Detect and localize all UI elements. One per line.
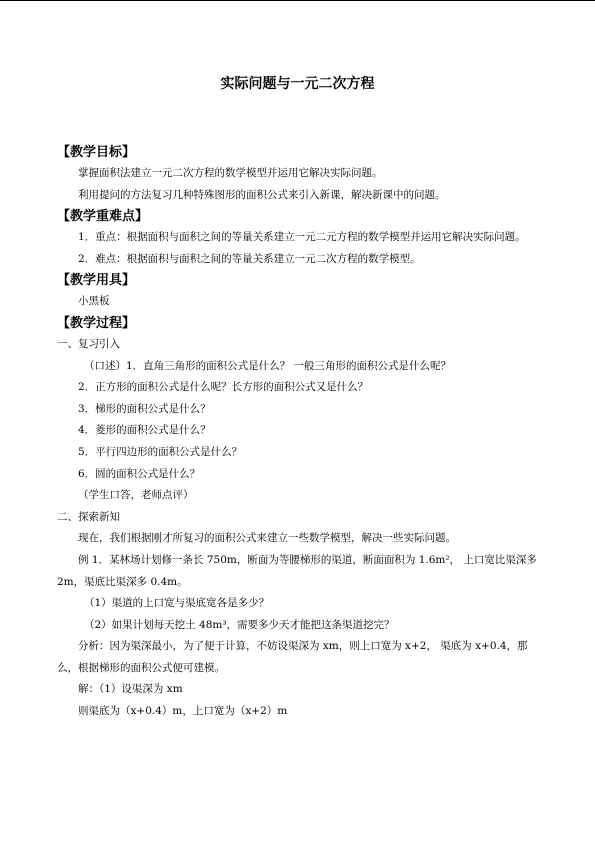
example-analysis: 分析：因为渠深最小，为了便于计算，不妨设渠深为 xm，则上口宽为 x+2， 渠底为 x+0.4，那么，根据梯形的面积公式便可建模。	[57, 640, 528, 674]
goal-line-1: 掌握面积法建立一元二次方程的数学模型并运用它解决实际问题。	[78, 167, 383, 179]
review-line-1: （口述）1．直角三角形的面积公式是什么？ 一般三角形的面积公式是什么呢？	[84, 359, 452, 372]
example-question-1: （1）渠道的上口宽与渠底宽各是多少？	[84, 597, 270, 610]
review-line-3: 3．梯形的面积公式是什么？	[78, 402, 211, 415]
review-line-2: 2．正方形的面积公式是什么呢？长方形的面积公式又是什么？	[78, 381, 369, 394]
section-heading-process: 【教学过程】	[57, 315, 136, 331]
solution-line-2: 则渠底为（x+0.4）m，上口宽为（x+2）m	[78, 705, 288, 718]
solution-line-1: 解：（1）设渠深为 xm	[78, 683, 183, 696]
document-body	[57, 142, 543, 723]
document-title: 实际问题与一元二次方程	[220, 76, 375, 92]
review-line-4: 4．菱形的面积公式是什么？	[78, 424, 211, 437]
section-heading-tools: 【教学用具】	[57, 273, 136, 289]
review-line-6: 6．圆的面积公式是什么？	[78, 467, 201, 480]
section-heading-goals: 【教学目标】	[57, 145, 136, 160]
example-question-2: （2）如果计划每天挖土 48m³，需要多少天才能把这条渠道挖完？	[84, 618, 395, 631]
goal-line-2: 利用提问的方法复习几种特殊图形的面积公式来引入新课，解决新课中的问题。	[78, 188, 446, 201]
process-part-1-heading: 一、复习引入	[57, 337, 120, 350]
example-1: 例 1．某林场计划修一条长 750m，断面为等腰梯形的渠道，断面面积为 1.6m²， 上口宽比渠深多 2m，渠底比渠深多 0.4m。	[57, 553, 537, 588]
section-heading-key-points: 【教学重难点】	[57, 209, 149, 225]
explore-intro: 现在，我们根据刚才所复习的面积公式来建立一些数学模型，解决一些实际问题。	[78, 532, 456, 545]
process-part-2-heading: 二、探索新知	[57, 510, 120, 523]
tools-item: 小黑板	[78, 295, 110, 308]
key-point-1: 1．重点：根据面积与面积之间的等量关系建立一元二元方程的数学模型并运用它解决实际问题。	[78, 231, 526, 244]
key-point-2: 2．难点：根据面积与面积之间的等量关系建立一元二次方程的数学模型。	[78, 252, 421, 265]
review-line-7: （学生口答，老师点评）	[78, 489, 194, 502]
review-line-5: 5．平行四边形的面积公式是什么？	[78, 445, 243, 458]
